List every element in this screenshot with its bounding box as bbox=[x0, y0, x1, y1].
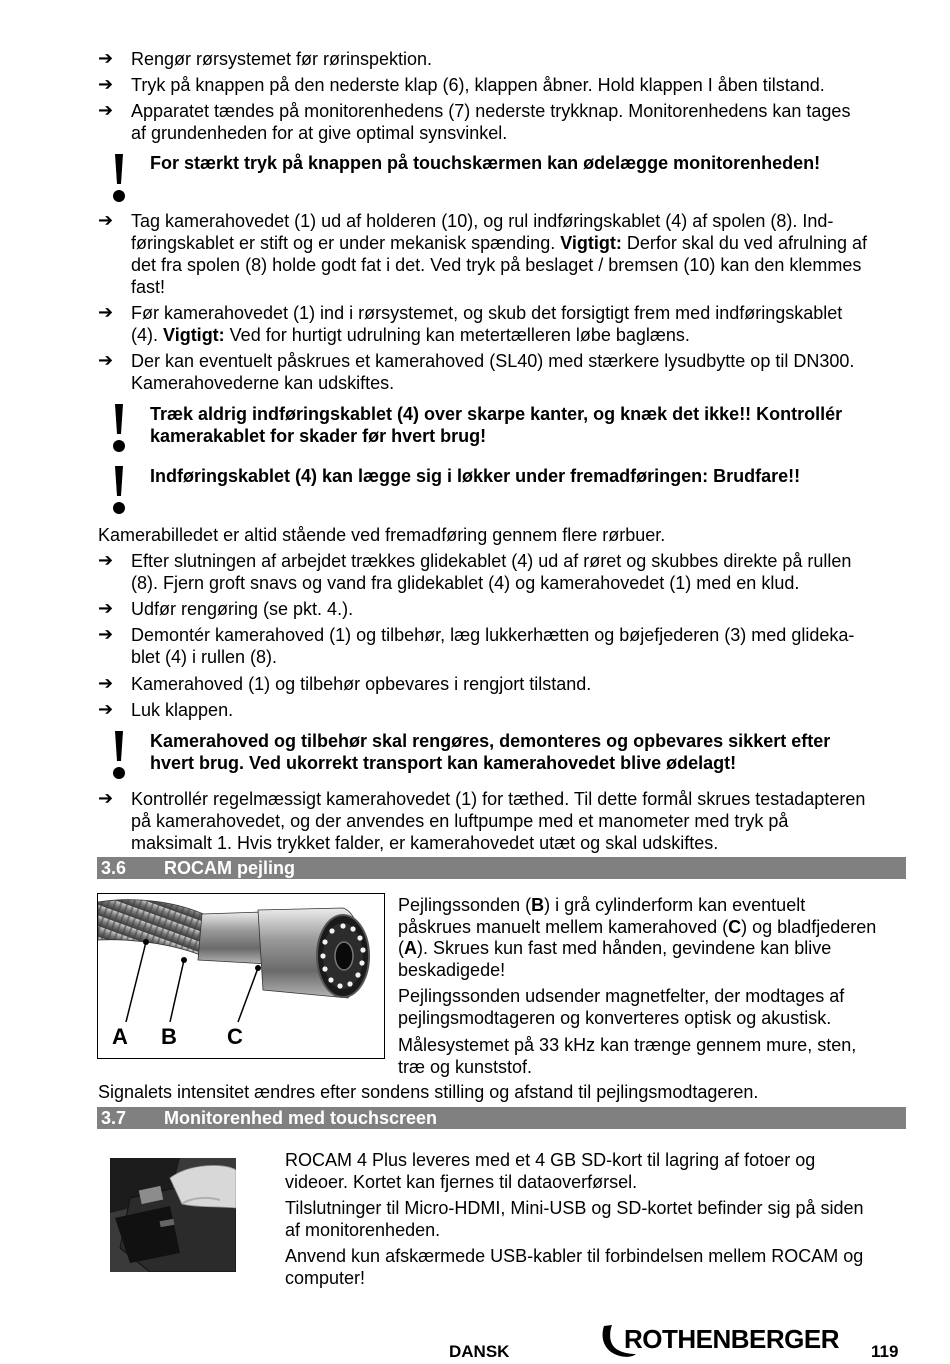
section-title: ROCAM pejling bbox=[164, 858, 295, 878]
step-text: Luk klappen. bbox=[131, 700, 234, 720]
arrow-right-icon: ➔ bbox=[98, 673, 114, 694]
body-text: Tilslutninger til Micro-HDMI, Mini-USB og SD-kortet befinder sig på siden bbox=[285, 1198, 864, 1218]
step-text: af grundenheden for at give optimal synsvinkel. bbox=[131, 123, 508, 143]
warning-text: kamerakablet for skader før hvert brug! bbox=[150, 426, 487, 446]
exclamation-warning-icon bbox=[108, 466, 130, 516]
step-text: Kamerahovederne kan udskiftes. bbox=[131, 373, 395, 393]
step-text: Apparatet tændes på monitorenhedens (7) nederste trykknap. Monitorenhedens kan tages bbox=[131, 101, 851, 121]
step-text: Udfør rengøring (se pkt. 4.). bbox=[131, 599, 354, 619]
warning-text: Kamerahoved og tilbehør skal rengøres, demonteres og opbevares sikkert efter bbox=[150, 731, 831, 751]
step-text: Kontrollér regelmæssigt kamerahovedet (1) for tæthed. Til dette formål skrues testadapteren bbox=[131, 789, 866, 809]
important-label: Vigtigt: bbox=[163, 325, 225, 345]
step-text-part: (4). bbox=[131, 325, 164, 345]
step-text: Demontér kamerahoved (1) og tilbehør, læg lukkerhætten og bøjefjederen (3) med glideka- bbox=[131, 625, 855, 645]
section-title: Monitorenhed med touchscreen bbox=[164, 1108, 438, 1128]
exclamation-warning-icon bbox=[108, 404, 130, 454]
arrow-right-icon: ➔ bbox=[98, 350, 114, 371]
arrow-right-icon: ➔ bbox=[98, 302, 114, 323]
body-text bbox=[398, 894, 805, 916]
warning-text: Indføringskablet (4) kan lægge sig i løkker under fremadføringen: Brudfare!! bbox=[150, 466, 801, 486]
ref-letter: B bbox=[531, 895, 545, 915]
body-text: videoer. Kortet kan fjernes til dataoverførsel. bbox=[285, 1172, 638, 1192]
body-text: træ og kunststof. bbox=[398, 1057, 533, 1077]
arrow-right-icon: ➔ bbox=[98, 699, 114, 720]
exclamation-warning-icon bbox=[108, 731, 130, 781]
step-text: Før kamerahovedet (1) ind i rørsystemet, og skub det forsigtigt frem med indføringskablet bbox=[131, 303, 843, 323]
body-text: Målesystemet på 33 kHz kan trænge gennem mure, sten, bbox=[398, 1035, 857, 1055]
arrow-right-icon: ➔ bbox=[98, 550, 114, 571]
step-text-part: føringskablet er stift og er under mekanisk spænding. bbox=[131, 233, 561, 253]
label-c: C bbox=[227, 1024, 243, 1049]
arrow-right-icon: ➔ bbox=[98, 74, 114, 95]
body-text: Signalets intensitet ændres efter sondens stilling og afstand til pejlingsmodtageren. bbox=[98, 1082, 759, 1102]
body-text: Pejlingssonden udsender magnetfelter, der modtages af bbox=[398, 986, 845, 1006]
arrow-right-icon: ➔ bbox=[98, 210, 114, 231]
warning-text: For stærkt tryk på knappen på touchskærmen kan ødelægge monitorenheden! bbox=[150, 153, 821, 173]
body-text: Anvend kun afskærmede USB-kabler til forbindelsen mellem ROCAM og bbox=[285, 1246, 864, 1266]
step-text: maksimalt 1. Hvis trykket falder, er kamerahovedet utæt og skal udskiftes. bbox=[131, 833, 719, 853]
warning-text: hvert brug. Ved ukorrekt transport kan kamerahovedet blive ødelagt! bbox=[150, 753, 737, 773]
footer-language: DANSK bbox=[449, 1342, 510, 1361]
body-text: beskadigede! bbox=[398, 960, 506, 980]
body-text: computer! bbox=[285, 1268, 366, 1288]
page-number: 119 bbox=[871, 1342, 899, 1361]
body-text: ROCAM 4 Plus leveres med et 4 GB SD-kort til lagring af fotoer og bbox=[285, 1150, 816, 1170]
step-text bbox=[131, 324, 690, 346]
step-text: Tag kamerahovedet (1) ud af holderen (10), og rul indføringskablet (4) af spolen (8). Ind- bbox=[131, 211, 834, 231]
step-text-part: Ved for hurtigt udrulning kan metertælleren løbe baglæns. bbox=[224, 325, 690, 345]
paragraph: Kamerabilledet er altid stående ved fremadføring gennem flere rørbuer. bbox=[98, 525, 666, 545]
arrow-right-icon: ➔ bbox=[98, 624, 114, 645]
text-part: ). Skrues kun fast med hånden, gevindene kan blive bbox=[417, 938, 832, 958]
section-number: 3.6 bbox=[101, 858, 127, 878]
step-text: Kamerahoved (1) og tilbehør opbevares i rengjort tilstand. bbox=[131, 674, 592, 694]
step-text: Tryk på knappen på den nederste klap (6), klappen åbner. Hold klappen I åben tilstand. bbox=[131, 75, 825, 95]
step-text: Efter slutningen af arbejdet trækkes glidekablet (4) ud af røret og skubbes direkte på rullen bbox=[131, 551, 852, 571]
camera-head-figure bbox=[97, 893, 385, 1059]
text-part: ( bbox=[398, 938, 404, 958]
monitor-sd-card-figure bbox=[110, 1158, 236, 1272]
section-number: 3.7 bbox=[101, 1108, 127, 1128]
warning-text: Træk aldrig indføringskablet (4) over skarpe kanter, og knæk det ikke!! Kontrollér bbox=[150, 404, 843, 424]
step-text-part: Derfor skal du ved afrulning af bbox=[621, 233, 868, 253]
section-heading bbox=[97, 1107, 906, 1129]
text-part: ) i grå cylinderform kan eventuelt bbox=[544, 895, 806, 915]
text-part: Pejlingssonden ( bbox=[398, 895, 532, 915]
section-heading bbox=[97, 857, 906, 879]
body-text: pejlingsmodtageren og konverteres optisk og akustisk. bbox=[398, 1008, 832, 1028]
ref-letter: C bbox=[728, 917, 742, 937]
body-text: af monitorenheden. bbox=[285, 1220, 441, 1240]
text-part: ) og bladfjederen bbox=[741, 917, 877, 937]
brand-name: ROTHENBERGER bbox=[624, 1324, 840, 1354]
step-text: (8). Fjern groft snavs og vand fra glidekablet (4) og kamerahovedet (1) med en klud. bbox=[131, 573, 800, 593]
arrow-right-icon: ➔ bbox=[98, 48, 114, 69]
step-text bbox=[131, 232, 867, 254]
arrow-right-icon: ➔ bbox=[98, 598, 114, 619]
ref-letter: A bbox=[404, 938, 417, 958]
label-b: B bbox=[161, 1024, 177, 1049]
arrow-right-icon: ➔ bbox=[98, 100, 114, 121]
arrow-right-icon: ➔ bbox=[98, 788, 114, 809]
label-a: A bbox=[112, 1024, 128, 1049]
step-text: Der kan eventuelt påskrues et kamerahoved (SL40) med stærkere lysudbytte op til DN300. bbox=[131, 351, 855, 371]
step-text: fast! bbox=[131, 277, 166, 297]
exclamation-warning-icon bbox=[108, 154, 130, 204]
step-text: på kamerahovedet, og der anvendes en luftpumpe med et manometer med tryk på bbox=[131, 811, 789, 831]
body-text bbox=[398, 937, 831, 959]
monitor-sd-card-image bbox=[110, 1158, 236, 1272]
text-part: påskrues manuelt mellem kamerahoved ( bbox=[398, 917, 729, 937]
step-text: Rengør rørsystemet før rørinspektion. bbox=[131, 49, 433, 69]
brand-logo bbox=[598, 1322, 853, 1360]
body-text bbox=[398, 916, 876, 938]
step-text: det fra spolen (8) holde godt fat i det. Ved tryk på beslaget / bremsen (10) kan den klemmes bbox=[131, 255, 862, 275]
step-text: blet (4) i rullen (8). bbox=[131, 647, 278, 667]
important-label: Vigtigt: bbox=[560, 233, 622, 253]
